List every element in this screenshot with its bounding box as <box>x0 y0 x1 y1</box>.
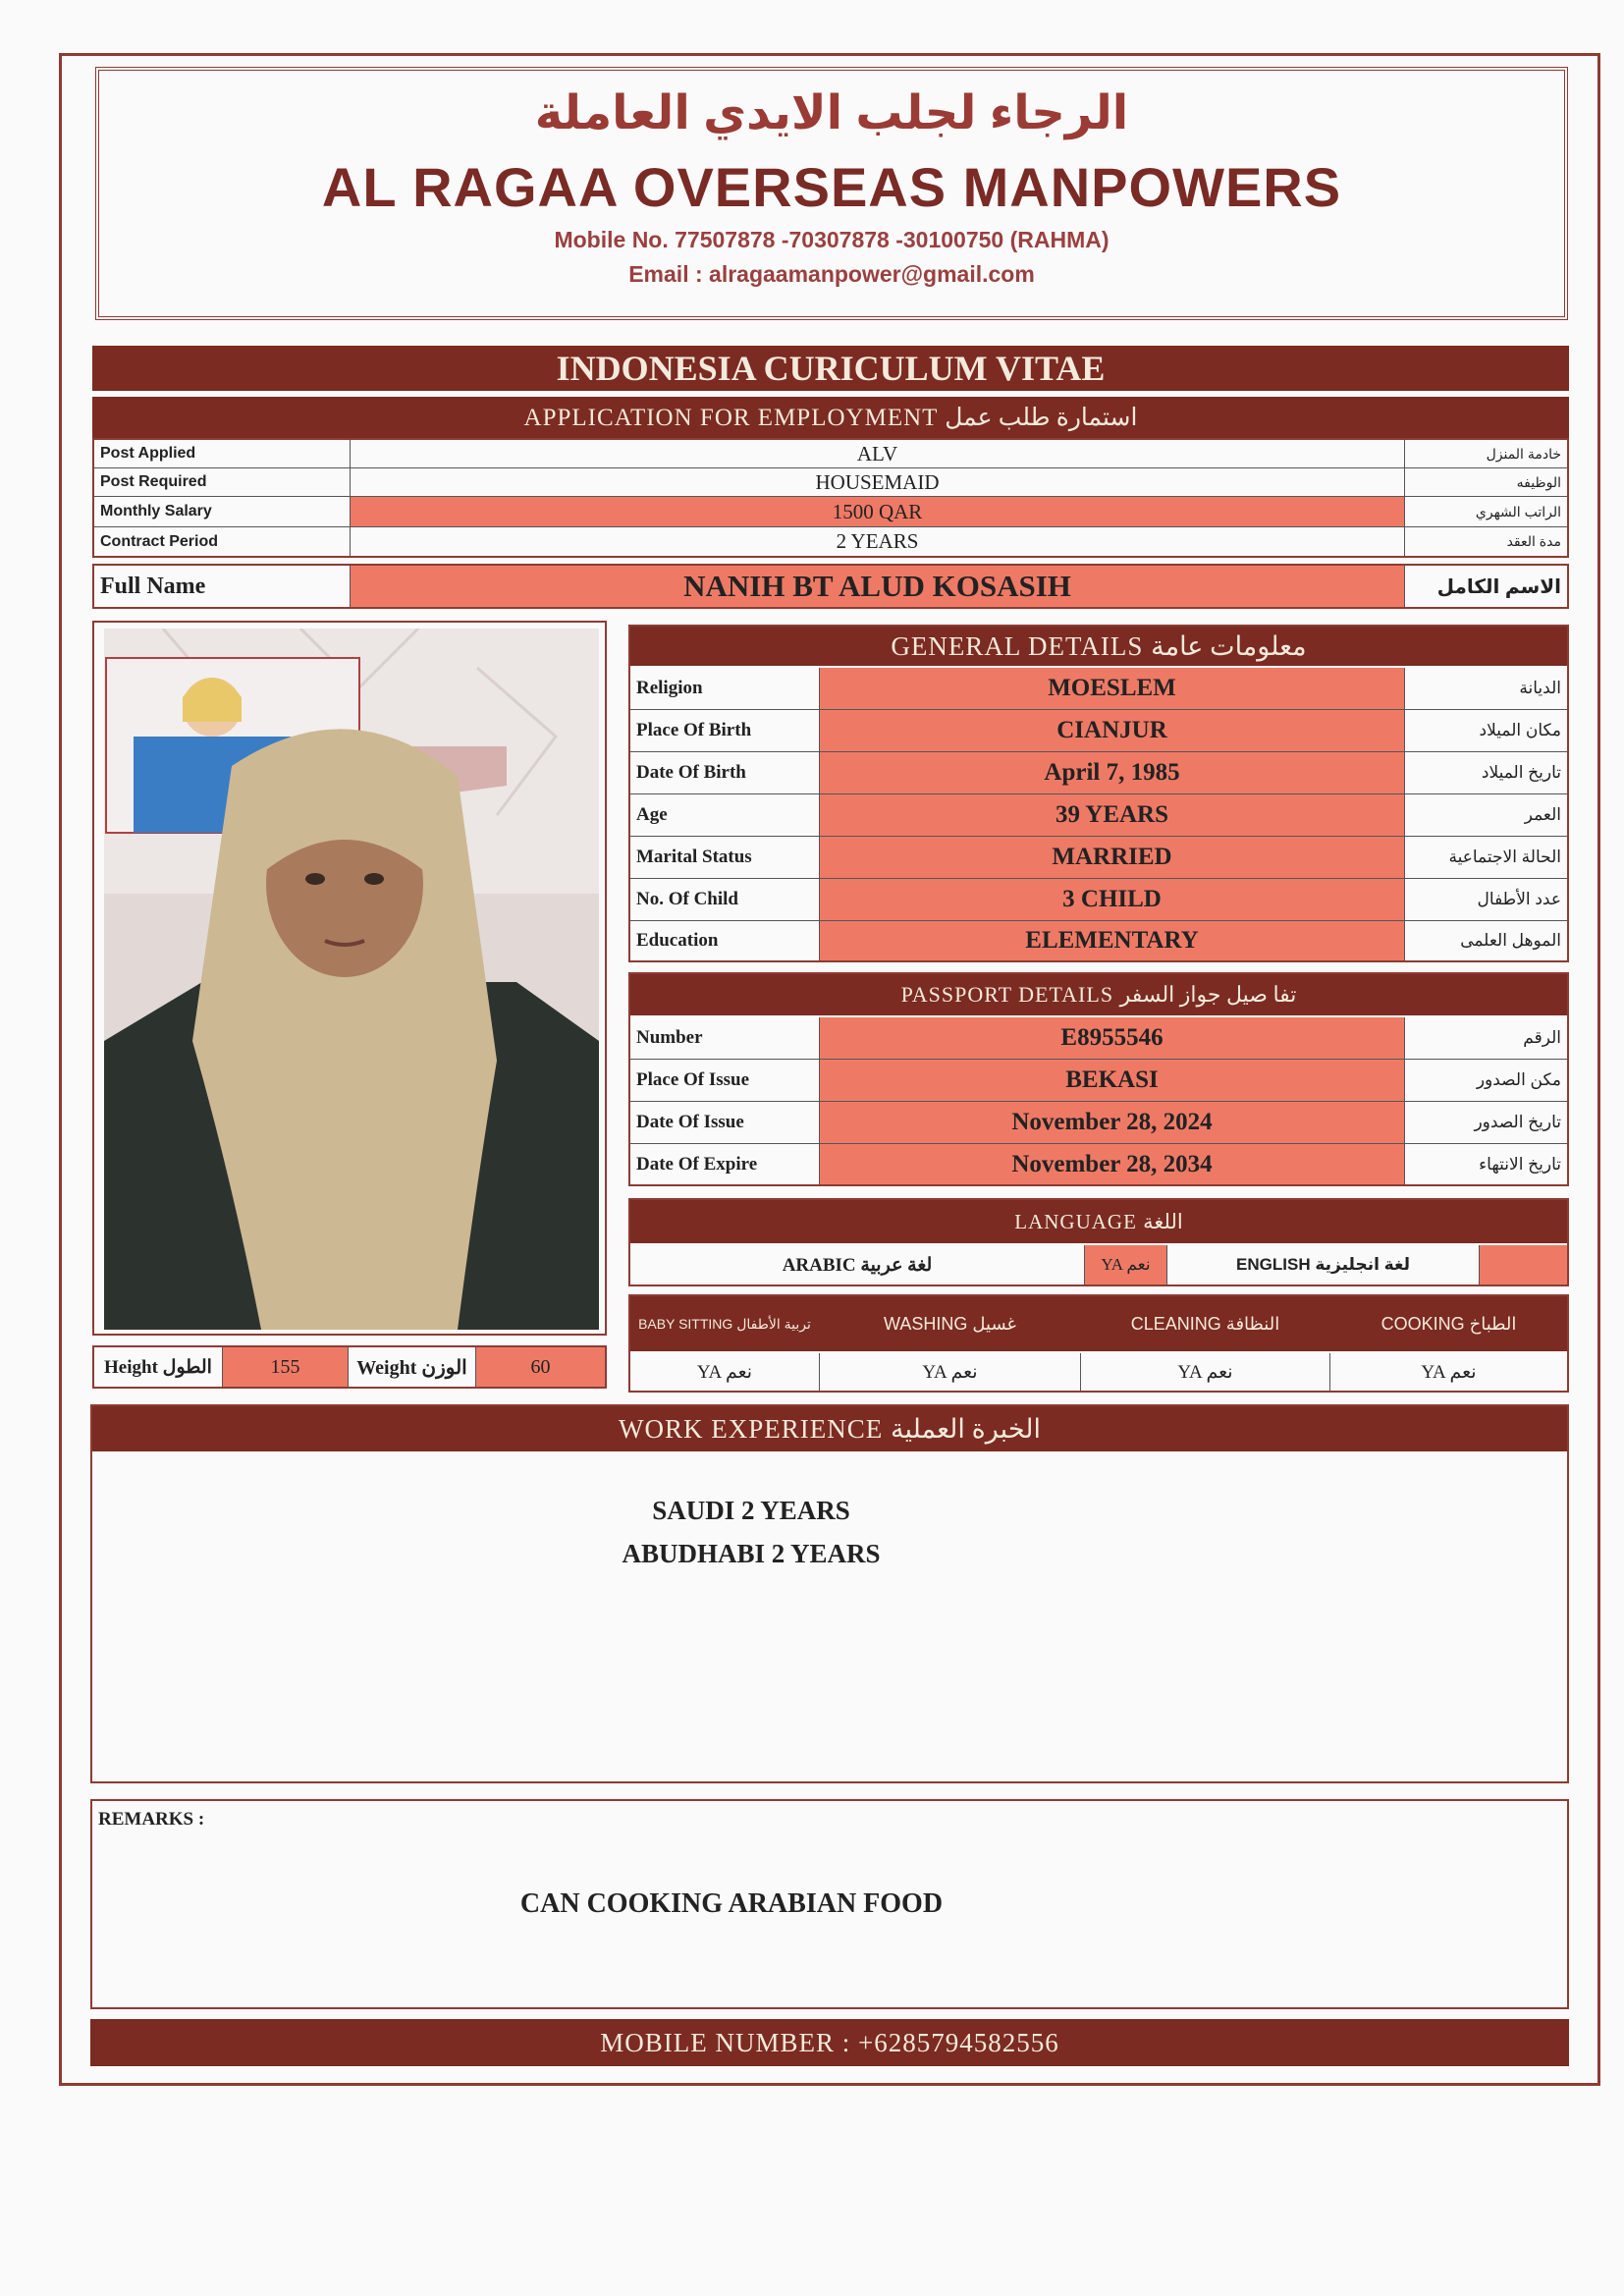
religion-value: MOESLEM <box>1048 675 1176 701</box>
post-required-arabic: الوظيفه <box>1516 473 1561 490</box>
no-of-child-arabic: عدد الأطفال <box>1477 890 1561 908</box>
marital-status-value: MARRIED <box>1052 844 1172 870</box>
education-label: Education <box>636 930 719 951</box>
education-value: ELEMENTARY <box>1025 927 1199 954</box>
arabic-company-title: الرجاء لجلب الايدي العاملة <box>534 87 1129 139</box>
marital-status-label: Marital Status <box>636 847 752 867</box>
date-of-birth-arabic: تاريخ الميلاد <box>1481 763 1561 782</box>
english-language-label: ENGLISH لغة انجليزية <box>1236 1255 1410 1274</box>
footer-mobile-number: MOBILE NUMBER : +6285794582556 <box>90 2019 1569 2066</box>
work-experience-line-2: ABUDHABI 2 YEARS <box>622 1538 881 1568</box>
no-of-child-label: No. Of Child <box>636 889 738 909</box>
application-title: APPLICATION FOR EMPLOYMENT استمارة طلب عمل <box>92 397 1569 438</box>
company-mobile: Mobile No. 77507878 -70307878 -30100750 (RAHMA) <box>554 226 1110 252</box>
monthly-salary-value: 1500 QAR <box>832 499 923 523</box>
age-label: Age <box>636 804 668 825</box>
place-of-issue-value: BEKASI <box>1065 1066 1159 1093</box>
date-of-birth-value: April 7, 1985 <box>1044 759 1180 786</box>
place-of-birth-arabic: مكان الميلاد <box>1479 721 1561 739</box>
applicant-photo-illustration <box>104 629 599 1330</box>
post-required-label: Post Required <box>100 473 207 490</box>
religion-label: Religion <box>636 678 703 698</box>
place-of-birth-value: CIANJUR <box>1056 717 1167 743</box>
passport-number-value: E8955546 <box>1060 1024 1164 1051</box>
date-of-expire-arabic: تاريخ الانتهاء <box>1479 1154 1561 1174</box>
education-arabic: الموهل العلمى <box>1460 931 1561 950</box>
work-experience-title: WORK EXPERIENCE الخبرة العملية <box>92 1406 1567 1451</box>
post-applied-arabic: خادمة المنزل <box>1486 445 1561 462</box>
place-of-issue-label: Place Of Issue <box>636 1069 750 1090</box>
place-of-issue-arabic: مكن الصدور <box>1476 1070 1561 1089</box>
contract-period-arabic: مدة العقد <box>1506 533 1561 549</box>
post-applied-value: ALV <box>856 441 898 465</box>
place-of-birth-label: Place Of Birth <box>636 720 752 740</box>
monthly-salary-arabic: الراتب الشهري <box>1475 503 1561 519</box>
weight-label: Weight الوزن <box>356 1356 467 1379</box>
date-of-expire-value: November 28, 2034 <box>1011 1150 1213 1177</box>
full-name-label: Full Name <box>100 573 206 599</box>
post-applied-label: Post Applied <box>100 445 196 462</box>
full-name-arabic: الاسم الكامل <box>1436 575 1561 598</box>
remarks-label: REMARKS : <box>98 1809 205 1830</box>
monthly-salary-label: Monthly Salary <box>100 503 212 519</box>
english-language-value <box>1480 1245 1567 1285</box>
height-label: Height الطول <box>104 1356 212 1378</box>
arabic-language-value: YA نعم <box>1101 1255 1151 1274</box>
date-of-issue-value: November 28, 2024 <box>1011 1109 1213 1135</box>
marital-status-arabic: الحالة الاجتماعية <box>1448 847 1561 866</box>
date-of-birth-label: Date Of Birth <box>636 762 746 783</box>
baby-sitting-label: BABY SITTING تربية الأطفال <box>638 1315 811 1332</box>
no-of-child-value: 3 CHILD <box>1062 886 1162 912</box>
washing-label: WASHING غسيل <box>884 1313 1016 1334</box>
applicant-photo <box>104 629 599 1330</box>
passport-number-label: Number <box>636 1027 703 1048</box>
cooking-value: YA نعم <box>1421 1361 1477 1383</box>
cleaning-value: YA نعم <box>1177 1361 1233 1383</box>
contract-period-label: Contract Period <box>100 532 219 550</box>
remarks-text: CAN COOKING ARABIAN FOOD <box>519 1888 944 1919</box>
passport-number-arabic: الرقم <box>1523 1028 1561 1047</box>
work-experience-line-1: SAUDI 2 YEARS <box>652 1495 850 1525</box>
cleaning-label: CLEANING النظافة <box>1130 1313 1280 1334</box>
cooking-label: COOKING الطباخ <box>1380 1313 1517 1334</box>
date-of-expire-label: Date Of Expire <box>636 1153 758 1175</box>
passport-details-title: PASSPORT DETAILS تفا صيل جواز السفر <box>630 974 1567 1015</box>
religion-arabic: الديانة <box>1519 679 1561 697</box>
weight-value: 60 <box>530 1355 551 1378</box>
age-value: 39 YEARS <box>1055 801 1169 828</box>
age-arabic: العمر <box>1524 805 1561 824</box>
language-title: LANGUAGE اللغة <box>630 1200 1567 1243</box>
contract-period-value: 2 YEARS <box>836 529 919 553</box>
washing-value: YA نعم <box>922 1361 978 1383</box>
general-details-title: GENERAL DETAILS معلومات عامة <box>630 627 1567 666</box>
height-value: 155 <box>270 1355 300 1378</box>
cv-title: INDONESIA CURICULUM VITAE <box>92 346 1569 391</box>
date-of-issue-label: Date Of Issue <box>636 1112 744 1132</box>
full-name-value: NANIH BT ALUD KOSASIH <box>683 569 1071 603</box>
baby-sitting-value: YA نعم <box>696 1361 753 1383</box>
company-email: Email : alragaamanpower@gmail.com <box>628 260 1035 287</box>
company-name: AL RAGAA OVERSEAS MANPOWERS <box>321 155 1342 218</box>
arabic-language-label: ARABIC لغة عربية <box>782 1254 933 1276</box>
post-required-value: HOUSEMAID <box>815 469 940 494</box>
date-of-issue-arabic: تاريخ الصدور <box>1474 1113 1561 1131</box>
work-experience-box <box>90 1404 1569 1783</box>
